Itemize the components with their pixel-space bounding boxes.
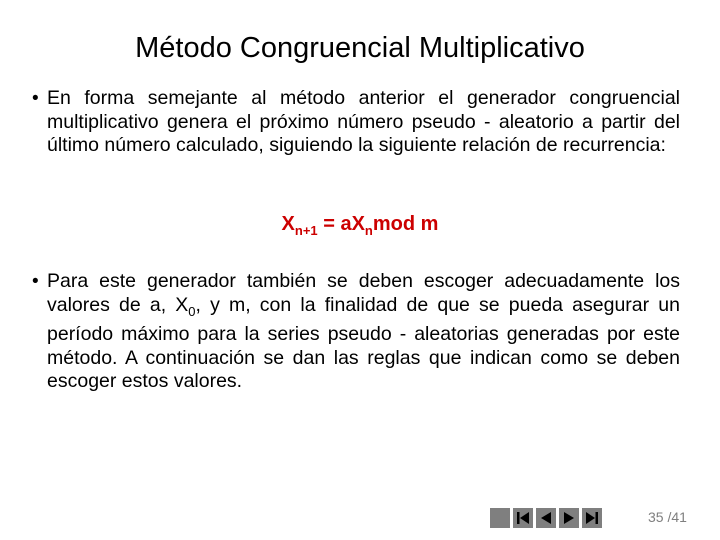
bullet-2 — [32, 270, 680, 394]
formula-mod-m: mod m — [372, 213, 439, 235]
page-total: /41 — [667, 509, 687, 525]
formula-subscript-n: n — [364, 223, 373, 238]
formula-subscript-n-plus-1: n+1 — [294, 223, 318, 238]
previous-icon[interactable] — [536, 508, 556, 528]
bullet-1 — [32, 87, 680, 158]
stop-icon[interactable] — [490, 508, 510, 528]
bullet-2-text-part2: , y m, con la finalidad de que se pueda asegurar un período máximo para la series pseudo - aleatorias generadas por este método. A continuación se dan las reglas que indican como se deben escoger estos valores. — [47, 293, 680, 392]
slide-navigation — [490, 508, 605, 528]
formula-equals-ax: = aX — [317, 213, 365, 235]
bullet-marker: • — [32, 271, 39, 292]
slide-title: Método Congruencial Multiplicativo — [135, 32, 585, 64]
page-number — [648, 508, 687, 526]
formula-x: X — [281, 213, 295, 235]
recurrence-formula — [0, 211, 720, 244]
bullet-2-text — [47, 270, 680, 394]
bullet-1-text: En forma semejante al método anterior el generador congruencial multiplicativo genera el próximo número pseudo - aleatorio a partir del último número calculado, siguiendo la siguiente relación de recurrencia: — [47, 87, 680, 156]
first-page-icon[interactable] — [513, 508, 533, 528]
bullet-2-subscript-0: 0 — [188, 303, 196, 319]
last-page-icon[interactable] — [582, 508, 602, 528]
next-icon[interactable] — [559, 508, 579, 528]
page-current: 35 — [648, 509, 664, 525]
bullet-marker: • — [32, 88, 39, 109]
bullet-2-text-part1: Para este generador también se deben escoger adecuadamente los valores de a, X — [47, 270, 680, 316]
